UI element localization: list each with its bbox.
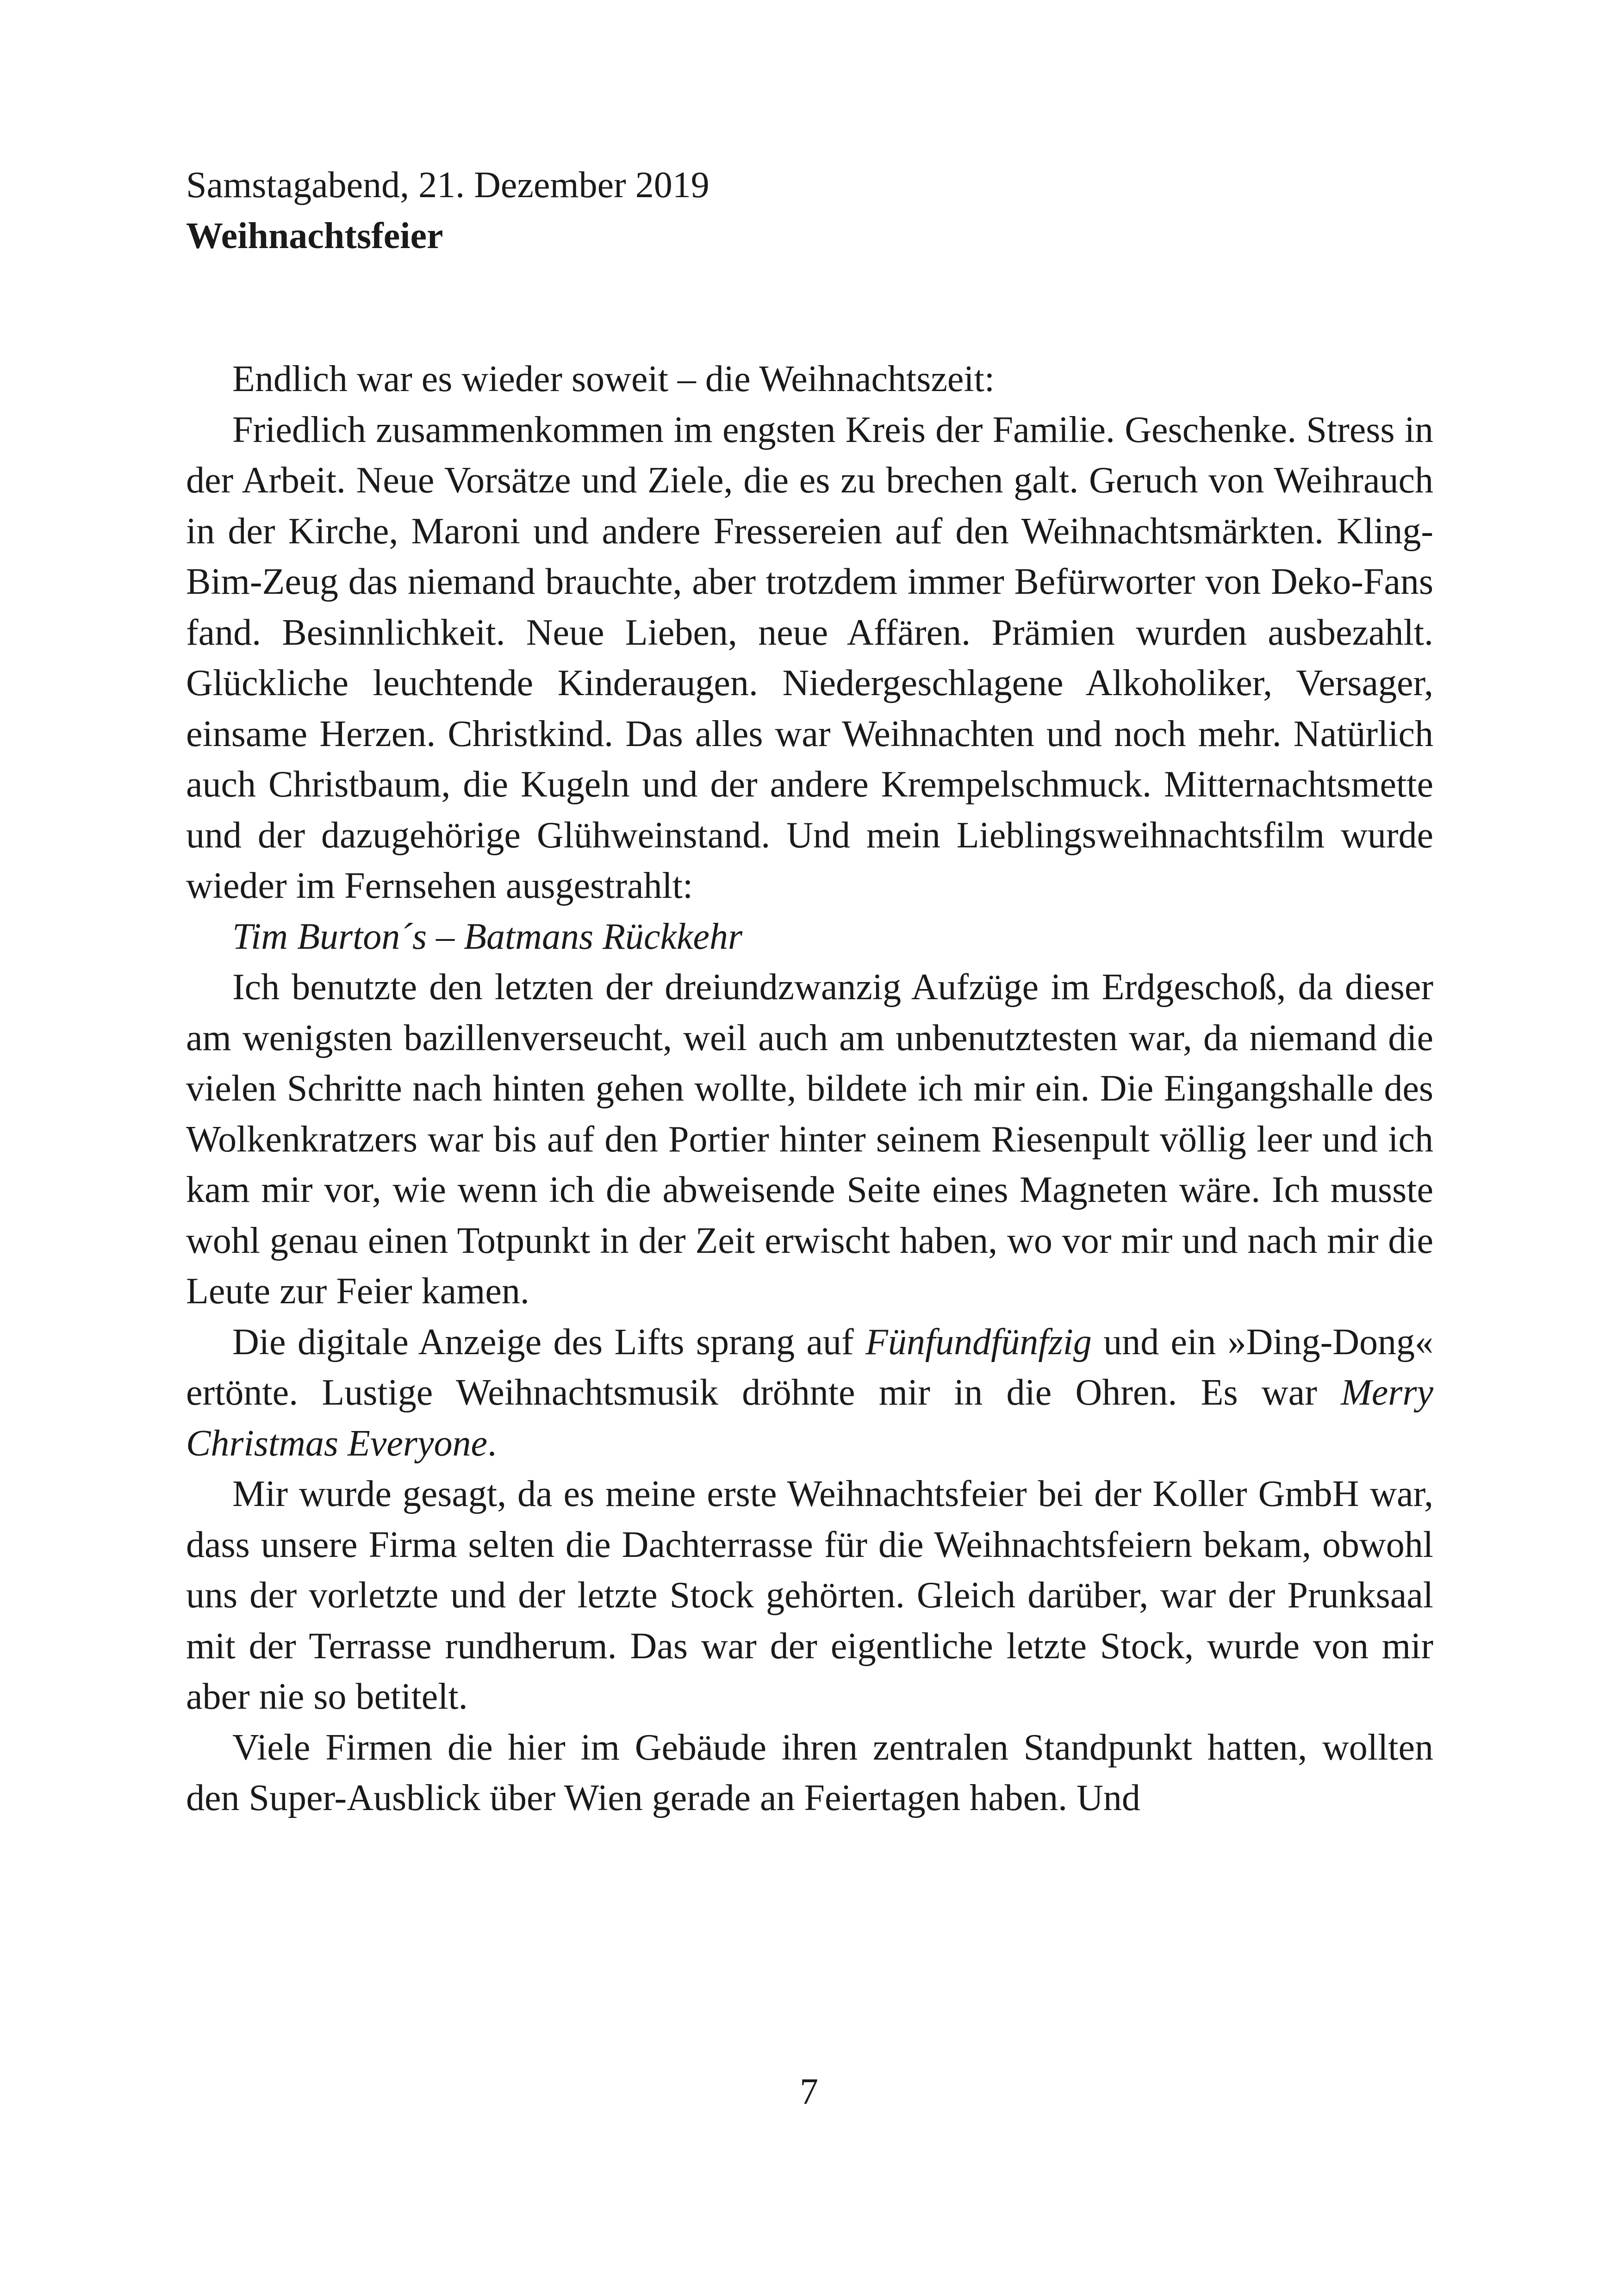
chapter-title: Weihnachtsfeier (186, 216, 443, 256)
paragraph-1: Endlich war es wieder soweit – die Weihnachtszeit: (232, 359, 995, 399)
paragraph-6: Viele Firmen die hier im Gebäude ihren zentralen Standpunkt hatten, wollten den Super-Ausblick über Wien gerade an Feiertagen haben. Und (186, 1727, 1433, 1818)
paragraph-2: Friedlich zusammenkommen im engsten Kreis der Familie. Geschenke. Stress in der Arbeit. Neue Vorsätze und Ziele, die es zu brechen galt. Geruch von Weihrauch in der Kirche, Maroni und andere Fressereien auf den Weihnachtsmärkten. Kling-Bim-Zeug das niemand brauchte, aber trotzdem immer Befürworter von Deko-Fans fand. Besinnlichkeit. Neue Lieben, neue Affären. Prämien wurden ausbezahlt. Glückliche leuchtende Kinderaugen. Niedergeschlagene Alkoholiker, Versager, einsame Herzen. Christkind. Das alles war Weihnachten und noch mehr. Natürlich auch Christbaum, die Kugeln und der andere Krempelschmuck. Mitternachtsmette und der dazugehörige Glühweinstand. Und mein Lieblingsweihnachtsfilm wurde wieder im Fernsehen ausgestrahlt: (186, 409, 1433, 906)
paragraph-4-text-a: Die digitale Anzeige des Lifts sprang auf (232, 1321, 865, 1363)
film-title: Tim Burton´s – Batmans Rückkehr (232, 916, 743, 957)
paragraph-5: Mir wurde gesagt, da es meine erste Weihnachtsfeier bei der Koller GmbH war, dass unsere Firma selten die Dachterrasse für die Weihnachtsfeiern bekam, obwohl uns der vorletzte und der letzte Stock gehörten. Gleich darüber, war der Prunksaal mit der Terrasse rundherum. Das war der eigentliche letzte Stock, wurde von mir aber nie so betitelt. (186, 1474, 1433, 1717)
chapter-date: Samstagabend, 21. Dezember 2019 (186, 165, 709, 205)
page-content (186, 160, 1433, 1824)
page-number: 7 (800, 2072, 818, 2112)
paragraph-4-text-c: . (487, 1423, 497, 1464)
paragraph-4 (186, 1317, 1433, 1469)
paragraph-3: Ich benutzte den letzten der dreiundzwanzig Aufzüge im Erdgeschoß, da dieser am wenigsten bazillenverseucht, weil auch am unbenutztesten war, da niemand die vielen Schritte nach hinten gehen wollte, bildete ich mir ein. Die Eingangshalle des Wolkenkratzers war bis auf den Portier hinter seinem Riesenpult völlig leer und ich kam mir vor, wie wenn ich die abweisende Seite eines Magneten wäre. Ich musste wohl genau einen Totpunkt in der Zeit erwischt haben, wo vor mir und nach mir die Leute zur Feier kamen. (186, 967, 1433, 1312)
song-title-emphasis: Merry Christmas Everyone (186, 1372, 1433, 1464)
floor-number-emphasis: Fünfundfünfzig (865, 1321, 1092, 1363)
paragraph-4-text-b: und ein »Ding-Dong« ertönte. Lustige Weihnachtsmusik dröhnte mir in die Ohren. Es war (186, 1321, 1433, 1413)
